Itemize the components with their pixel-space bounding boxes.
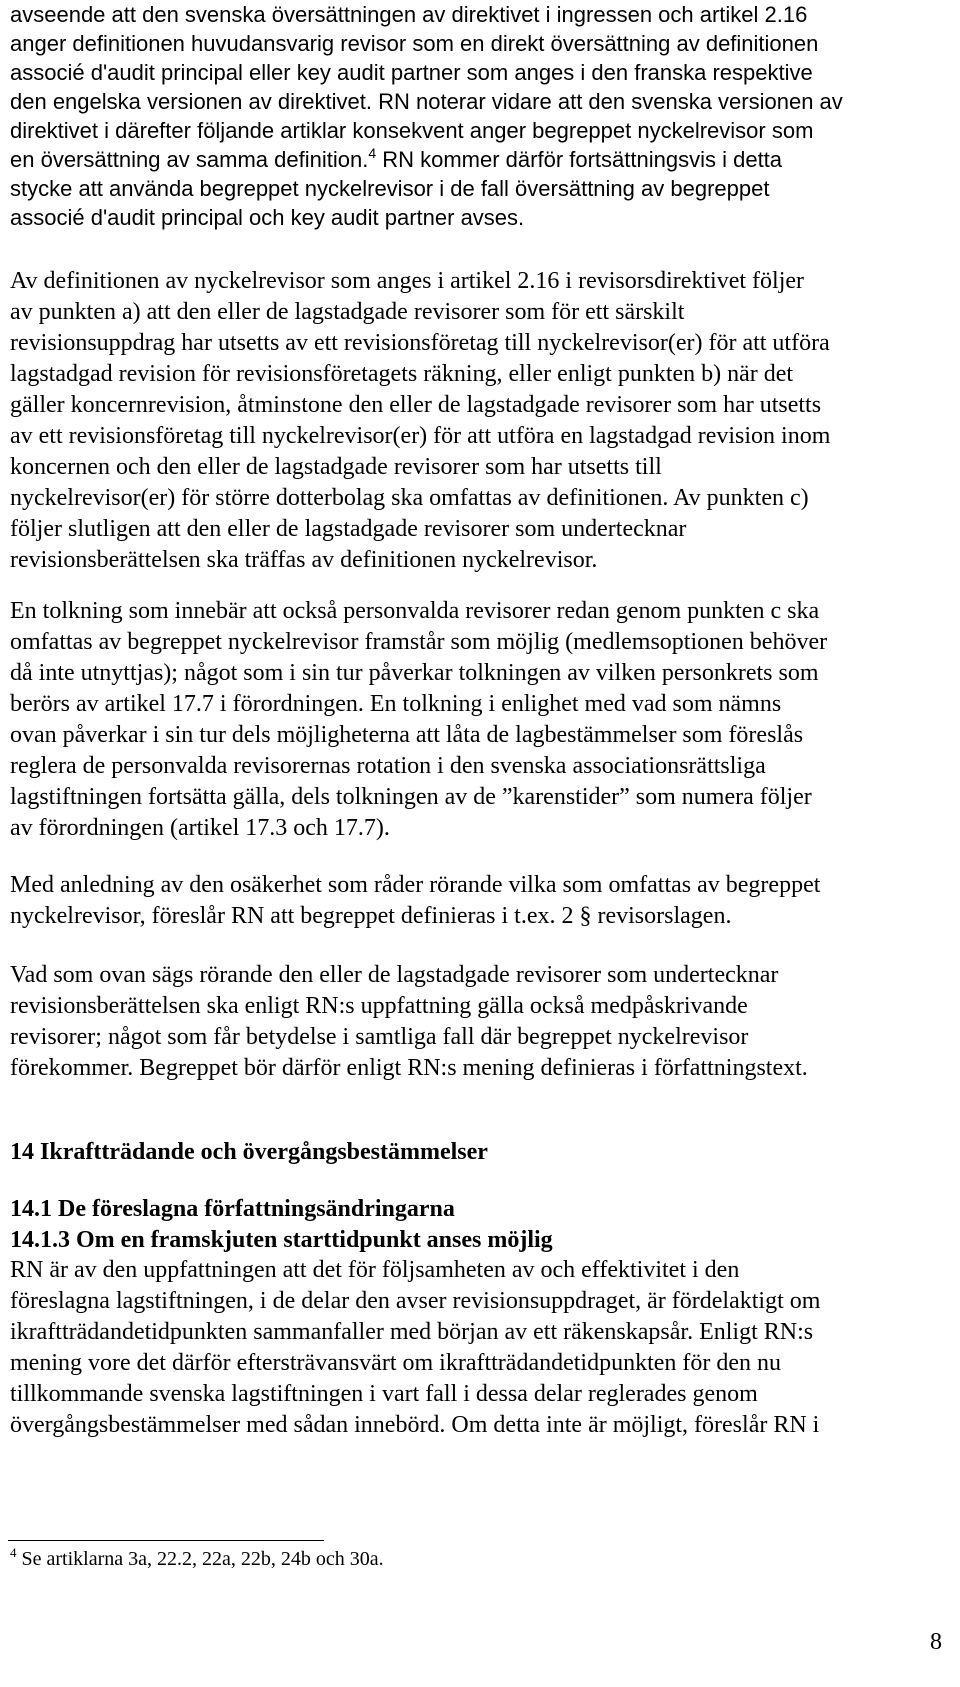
footnote-text: Se artiklarna 3a, 22.2, 22a, 22b, 24b och 30a. bbox=[16, 1548, 384, 1570]
text-segment: en översättning av samma definition. bbox=[10, 147, 369, 172]
text-line: koncernen och den eller de lagstadgade revisorer som har utsetts till bbox=[10, 454, 662, 480]
subsection-heading-14-1-3: 14.1.3 Om en framskjuten starttidpunkt anses möjlig bbox=[10, 1227, 553, 1253]
text-line: av ett revisionsföretag till nyckelrevisor(er) för att utföra en lagstadgad revision inom bbox=[10, 423, 831, 449]
footnote bbox=[10, 1545, 384, 1573]
text-line: Med anledning av den osäkerhet som råder rörande vilka som omfattas av begreppet bbox=[10, 872, 821, 898]
subsection-heading-14-1: 14.1 De föreslagna författningsändringarna bbox=[10, 1196, 455, 1222]
text-line: föreslagna lagstiftningen, i de delar den avser revisionsuppdraget, är fördelaktigt om bbox=[10, 1288, 821, 1314]
paragraph-effective-date bbox=[10, 1255, 820, 1441]
text-line: Av definitionen av nyckelrevisor som anges i artikel 2.16 i revisorsdirektivet följer bbox=[10, 268, 805, 294]
text-line: lagstiftningen fortsätta gälla, dels tolkningen av de ”karenstider” som numera följer bbox=[10, 784, 812, 810]
text-line: av punkten a) att den eller de lagstadgade revisorer som för ett särskilt bbox=[10, 299, 685, 325]
text-line: omfattas av begreppet nyckelrevisor framstår som möjlig (medlemsoptionen behöver bbox=[10, 629, 828, 655]
text-line: En tolkning som innebär att också personvalda revisorer redan genom punkten c ska bbox=[10, 598, 820, 624]
text-line: associé d'audit principal eller key audit partner som anges i den franska respektive bbox=[10, 60, 813, 85]
text-line: förekommer. Begreppet bör därför enligt RN:s mening definieras i författningstext. bbox=[10, 1055, 808, 1081]
paragraph-interpretation bbox=[10, 596, 827, 844]
footnote-reference[interactable]: 4 bbox=[368, 145, 377, 161]
paragraph-definition bbox=[10, 266, 830, 576]
text-line: nyckelrevisor, föreslår RN att begreppet definieras i t.ex. 2 § revisorslagen. bbox=[10, 903, 732, 929]
text-line: då inte utnyttjas); något som i sin tur påverkar tolkningen av vilken personkrets som bbox=[10, 660, 819, 686]
text-line: följer slutligen att den eller de lagstadgade revisorer som undertecknar bbox=[10, 516, 687, 542]
text-segment: RN kommer därför fortsättningsvis i detta bbox=[376, 147, 783, 172]
paragraph-proposal bbox=[10, 870, 820, 932]
text-line: nyckelrevisor(er) för större dotterbolag ska omfattas av definitionen. Av punkten c) bbox=[10, 485, 809, 511]
text-line: anger definitionen huvudansvarig revisor som en direkt översättning av definitionen bbox=[10, 31, 819, 56]
text-line: tillkommande svenska lagstiftningen i vart fall i dessa delar reglerades genom bbox=[10, 1381, 758, 1407]
text-line: associé d'audit principal och key audit partner avses. bbox=[10, 205, 525, 230]
text-line: Vad som ovan sägs rörande den eller de lagstadgade revisorer som undertecknar bbox=[10, 962, 779, 988]
text-line: RN är av den uppfattningen att det för följsamheten av och effektivitet i den bbox=[10, 1257, 740, 1283]
text-line: mening vore det därför eftersträvansvärt om ikraftträdandetidpunkten för den nu bbox=[10, 1350, 782, 1376]
text-line: ovan påverkar i sin tur dels möjligheterna att låta de lagbestämmelser som föreslås bbox=[10, 722, 804, 748]
text-line: revisionsberättelsen ska enligt RN:s uppfattning gälla också medpåskrivande bbox=[10, 993, 748, 1019]
text-line: revisorer; något som får betydelse i samtliga fall där begreppet nyckelrevisor bbox=[10, 1024, 749, 1050]
page-number: 8 bbox=[930, 1629, 942, 1655]
text-line: av förordningen (artikel 17.3 och 17.7). bbox=[10, 815, 390, 841]
footnote-separator bbox=[8, 1540, 324, 1541]
text-line: övergångsbestämmelser med sådan innebörd. Om detta inte är möjligt, föreslår RN i bbox=[10, 1412, 820, 1438]
section-heading-14: 14 Ikraftträdande och övergångsbestämmelser bbox=[10, 1139, 488, 1165]
text-line: gäller koncernrevision, åtminstone den eller de lagstadgade revisorer som har utsetts bbox=[10, 392, 822, 418]
text-line: revisionsberättelsen ska träffas av definitionen nyckelrevisor. bbox=[10, 547, 598, 573]
text-line: reglera de personvalda revisorernas rotation i den svenska associationsrättsliga bbox=[10, 753, 766, 779]
text-line: lagstadgad revision för revisionsföretagets räkning, eller enligt punkten b) när det bbox=[10, 361, 794, 387]
text-line: den engelska versionen av direktivet. RN noterar vidare att den svenska versionen av bbox=[10, 89, 843, 114]
text-line: berörs av artikel 17.7 i förordningen. En tolkning i enlighet med vad som nämns bbox=[10, 691, 782, 717]
text-line: direktivet i därefter följande artiklar konsekvent anger begreppet nyckelrevisor som bbox=[10, 118, 814, 143]
text-line: avseende att den svenska översättningen av direktivet i ingressen och artikel 2.16 bbox=[10, 2, 808, 27]
text-line: ikraftträdandetidpunkten sammanfaller med början av ett räkenskapsår. Enligt RN:s bbox=[10, 1319, 814, 1345]
text-line bbox=[10, 145, 843, 174]
paragraph-cosigning-auditors bbox=[10, 960, 808, 1084]
footnote-marker: 4 bbox=[10, 1545, 17, 1560]
text-line: stycke att använda begreppet nyckelrevisor i de fall översättning av begreppet bbox=[10, 176, 770, 201]
text-line: revisionsuppdrag har utsetts av ett revisionsföretag till nyckelrevisor(er) för att utföra bbox=[10, 330, 830, 356]
paragraph-translation-note bbox=[10, 0, 843, 232]
